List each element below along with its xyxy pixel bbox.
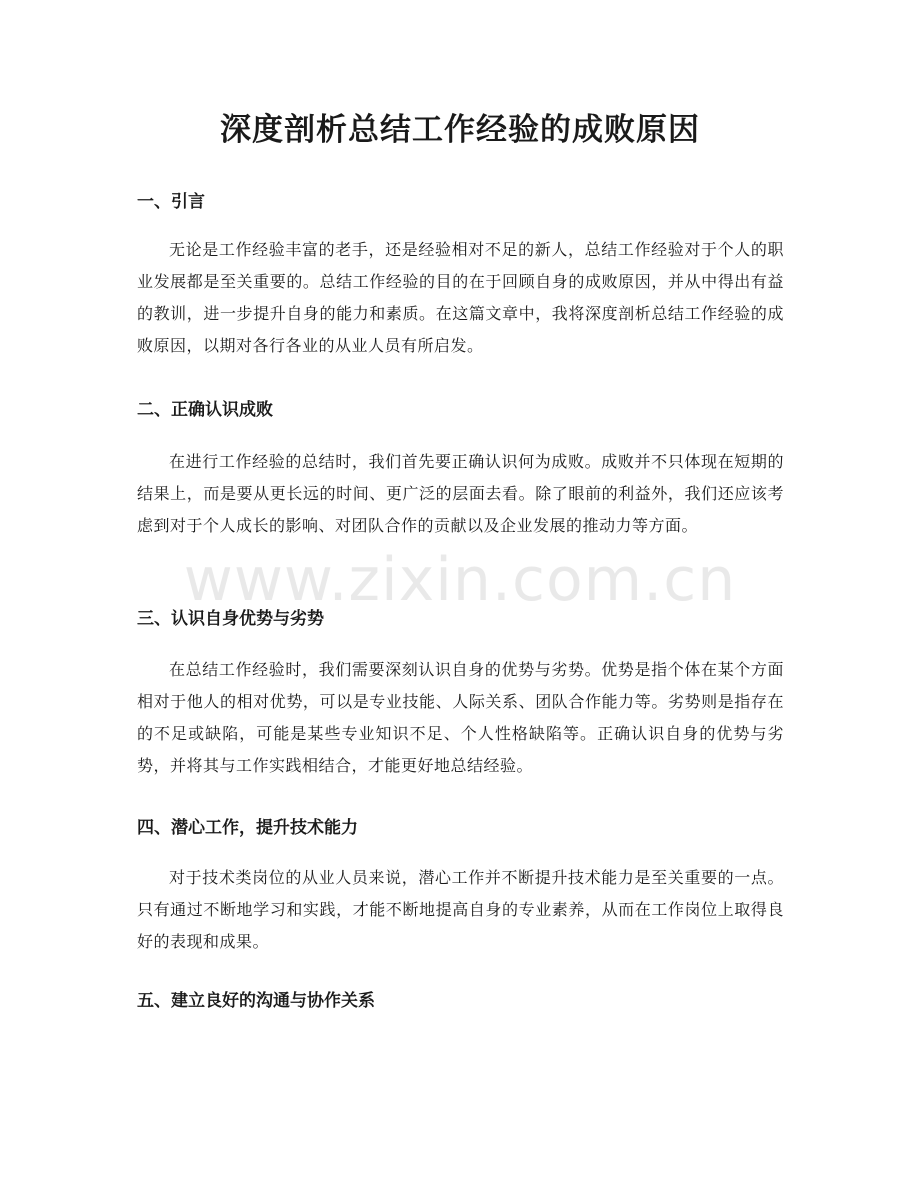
document-title: 深度剖析总结工作经验的成败原因 (220, 112, 700, 148)
watermark-text: www.zixin.com.cn (183, 545, 737, 615)
section-heading-technical-skills: 四、潜心工作，提升技术能力 (137, 818, 358, 838)
section-heading-success-failure: 二、正确认识成败 (137, 400, 273, 420)
section-paragraph-technical-skills: 对于技术类岗位的从业人员来说，潜心工作并不断提升技术能力是至关重要的一点。只有通过不断地学习和实践，才能不断地提高自身的专业素养，从而在工作岗位上取得良好的表现和成果。 (137, 868, 784, 951)
section-heading-strengths-weaknesses: 三、认识自身优势与劣势 (137, 609, 324, 629)
section-heading-intro: 一、引言 (137, 192, 205, 212)
section-heading-communication: 五、建立良好的沟通与协作关系 (137, 991, 375, 1011)
section-paragraph-strengths-weaknesses: 在总结工作经验时，我们需要深刻认识自身的优势与劣势。优势是指个体在某个方面相对于他人的相对优势，可以是专业技能、人际关系、团队合作能力等。劣势则是指存在的不足或缺陷，可能是某些专业知识不足、个人性格缺陷等。正确认识自身的优势与劣势，并将其与工作实践相结合，才能更好地总结经验。 (137, 660, 784, 775)
section-paragraph-success-failure: 在进行工作经验的总结时，我们首先要正确认识何为成败。成败并不只体现在短期的结果上，而是要从更长远的时间、更广泛的层面去看。除了眼前的利益外，我们还应该考虑到对于个人成长的影响、对团队合作的贡献以及企业发展的推动力等方面。 (137, 452, 784, 535)
section-paragraph-intro: 无论是工作经验丰富的老手，还是经验相对不足的新人，总结工作经验对于个人的职业发展都是至关重要的。总结工作经验的目的在于回顾自身的成败原因，并从中得出有益的教训，进一步提升自身的能力和素质。在这篇文章中，我将深度剖析总结工作经验的成败原因，以期对各行各业的从业人员有所启发。 (137, 240, 784, 355)
